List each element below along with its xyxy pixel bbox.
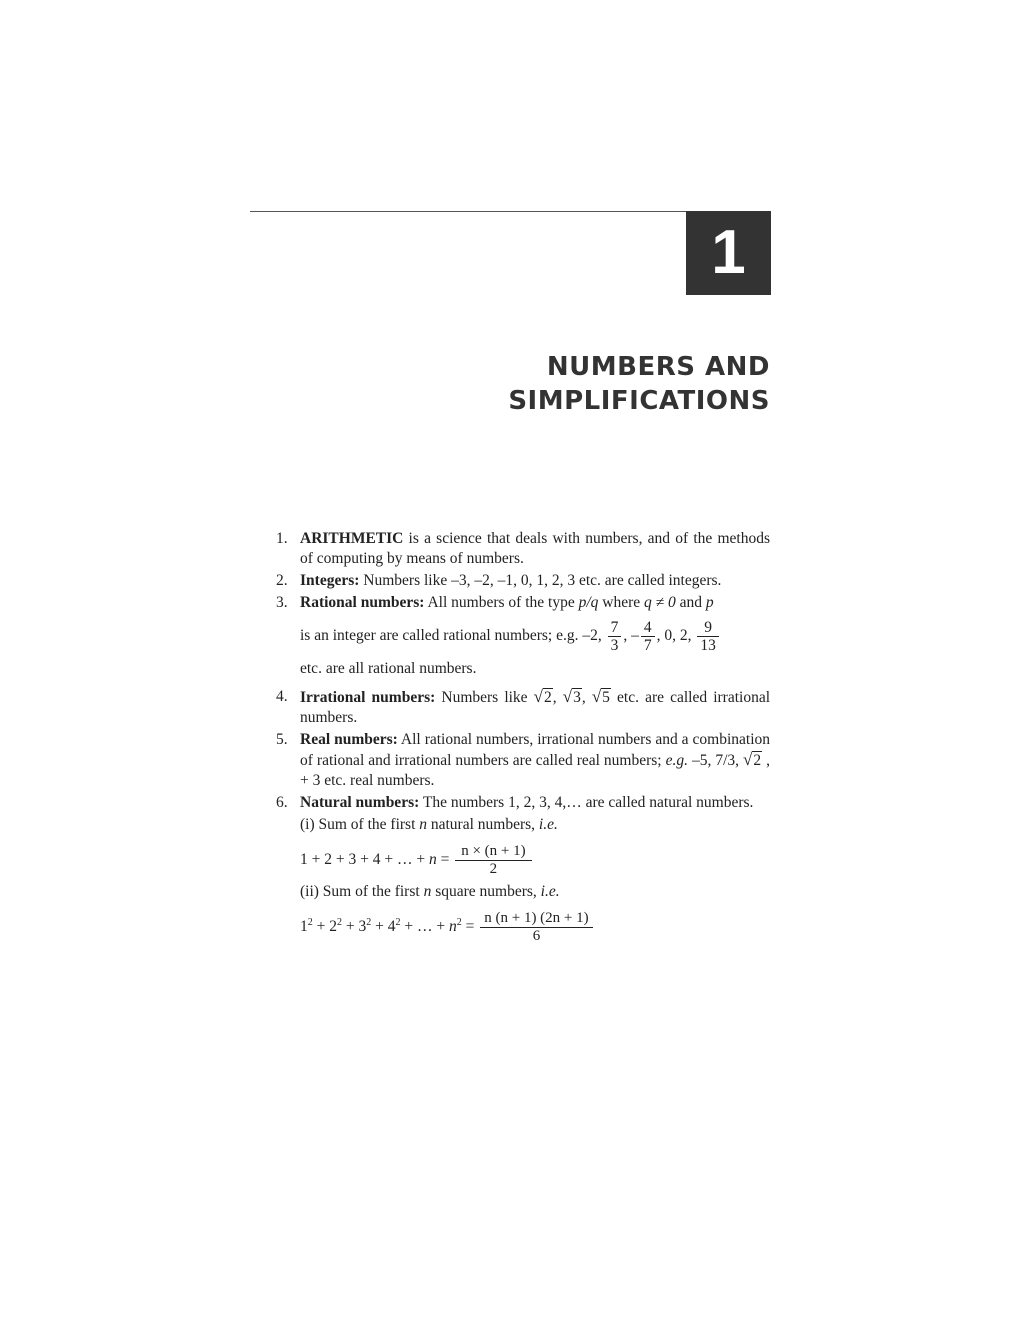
formula-natural-sum <box>300 843 770 878</box>
fraction <box>480 910 592 945</box>
exponent: 2 <box>366 916 372 928</box>
math-n: n <box>423 883 432 900</box>
term: 2 <box>329 918 337 936</box>
chapter-number: 1 <box>686 211 771 295</box>
item-text: , 0, 2, <box>656 627 696 644</box>
sqrt-expression: √5 <box>591 687 610 706</box>
item-text: is an integer are called rational numbers; e.g. –2, <box>300 627 606 644</box>
formula-lhs: 1 + 2 + 3 + 4 + … + <box>300 851 429 869</box>
math-pq: p/q <box>578 594 599 611</box>
item-number: 5. <box>276 731 288 748</box>
sub-item <box>300 815 770 835</box>
equals-sign: = <box>436 851 450 869</box>
item-number: 6. <box>276 794 288 811</box>
sqrt-expression: √2 <box>533 687 552 706</box>
fraction-denominator: 3 <box>610 636 619 654</box>
math-n: n <box>448 918 457 936</box>
item-term: Natural numbers: <box>300 794 420 811</box>
item-text: and <box>675 594 706 611</box>
item-number: 1. <box>276 530 288 547</box>
list-item <box>276 593 770 679</box>
item-term: ARITHMETIC <box>300 530 404 547</box>
item-term: Irrational numbers: <box>300 689 436 706</box>
item-text: natural numbers, <box>427 816 539 833</box>
list-item <box>276 793 770 945</box>
item-text: etc. are all rational numbers. <box>300 660 477 677</box>
item-text: All rational numbers, irrational numbers and a combination of rational and irrational numbers are called real numbers; <box>300 731 771 769</box>
fraction-denominator: 13 <box>700 636 716 654</box>
math-p: p <box>705 594 714 611</box>
fraction-numerator: n × (n + 1) <box>455 843 531 861</box>
fraction-numerator: 7 <box>608 619 622 637</box>
formula-square-sum: $1^2 + 2^2 + 3^2 + 4^2$ + … + $n^2$ = $\frac{n (n + 1) (2n + 1)}{6}$ <box>300 910 770 945</box>
equals-sign: = <box>461 918 475 936</box>
list-item <box>276 529 770 569</box>
math-n: n <box>428 851 437 869</box>
item-text: –5, 7/3, <box>688 752 744 769</box>
item-text: e.g. <box>665 752 688 769</box>
item-term: Rational numbers: <box>300 594 425 611</box>
fraction-denominator: 2 <box>489 861 498 877</box>
math-q-ne-0: q ≠ 0 <box>644 594 676 611</box>
list-item <box>276 730 770 791</box>
item-text: i.e. <box>540 883 560 900</box>
chapter-content <box>276 529 770 949</box>
fraction <box>697 619 719 654</box>
exponent: 2 <box>337 916 342 928</box>
exponent: 2 <box>456 916 462 928</box>
item-text: Numbers like <box>435 689 534 706</box>
list-item: 4. Irrational numbers: Numbers like √2, √3, √5 etc. are called irrational numbers. <box>276 687 771 726</box>
fraction <box>641 619 655 654</box>
fraction <box>455 843 531 878</box>
term: 4 <box>387 918 396 936</box>
item-text: , – <box>623 627 639 644</box>
chapter-rule <box>250 211 686 212</box>
exponent: 2 <box>307 916 313 928</box>
term: 3 <box>358 918 367 936</box>
item-number: 3. <box>276 594 288 611</box>
sqrt-expression: √2 <box>743 750 762 769</box>
item-text: All numbers of the type <box>424 594 579 611</box>
radicand: 2 <box>753 752 762 769</box>
sub-item <box>300 882 770 902</box>
list-item <box>276 571 770 591</box>
fraction-denominator: 7 <box>643 636 652 654</box>
item-text: square numbers, <box>431 883 541 900</box>
sqrt-expression: √3 <box>562 687 581 706</box>
fraction-numerator: 4 <box>641 619 655 637</box>
item-text: (i) Sum of the first <box>300 816 420 833</box>
chapter-title <box>508 350 770 418</box>
item-text: , + 3 etc. real numbers. <box>300 752 771 789</box>
item-number: 2. <box>276 572 288 589</box>
item-text: (ii) Sum of the first <box>300 883 424 900</box>
radicand: 5 <box>602 689 610 706</box>
math-n: n <box>419 816 427 833</box>
fraction-numerator: n (n + 1) (2n + 1) <box>480 910 592 928</box>
radicand: 2 <box>544 689 552 706</box>
chapter-title-line2: SIMPLIFICATIONS <box>508 386 770 416</box>
item-text: The numbers 1, 2, 3, 4,… are called natural numbers. <box>419 794 754 811</box>
radicand: 3 <box>573 689 581 706</box>
item-text: is a science that deals with numbers, and of the methods of computing by means of numbers. <box>300 530 770 567</box>
exponent: 2 <box>395 916 401 928</box>
chapter-title-line1: NUMBERS AND <box>546 352 770 382</box>
term: 1 <box>300 918 308 936</box>
item-text: where <box>598 594 645 611</box>
item-text: etc. are called irrational numbers. <box>300 689 771 726</box>
item-term: Integers: <box>300 572 360 589</box>
rational-examples-line <box>300 613 770 659</box>
item-term: Real numbers: <box>300 731 398 748</box>
item-text: Numbers like –3, –2, –1, 0, 1, 2, 3 etc. are called integers. <box>359 572 722 589</box>
fraction-numerator: 9 <box>697 619 719 637</box>
item-text: i.e. <box>538 816 558 833</box>
item-number: 4. <box>276 688 288 705</box>
fraction-denominator: 6 <box>532 928 541 944</box>
fraction <box>608 619 622 654</box>
